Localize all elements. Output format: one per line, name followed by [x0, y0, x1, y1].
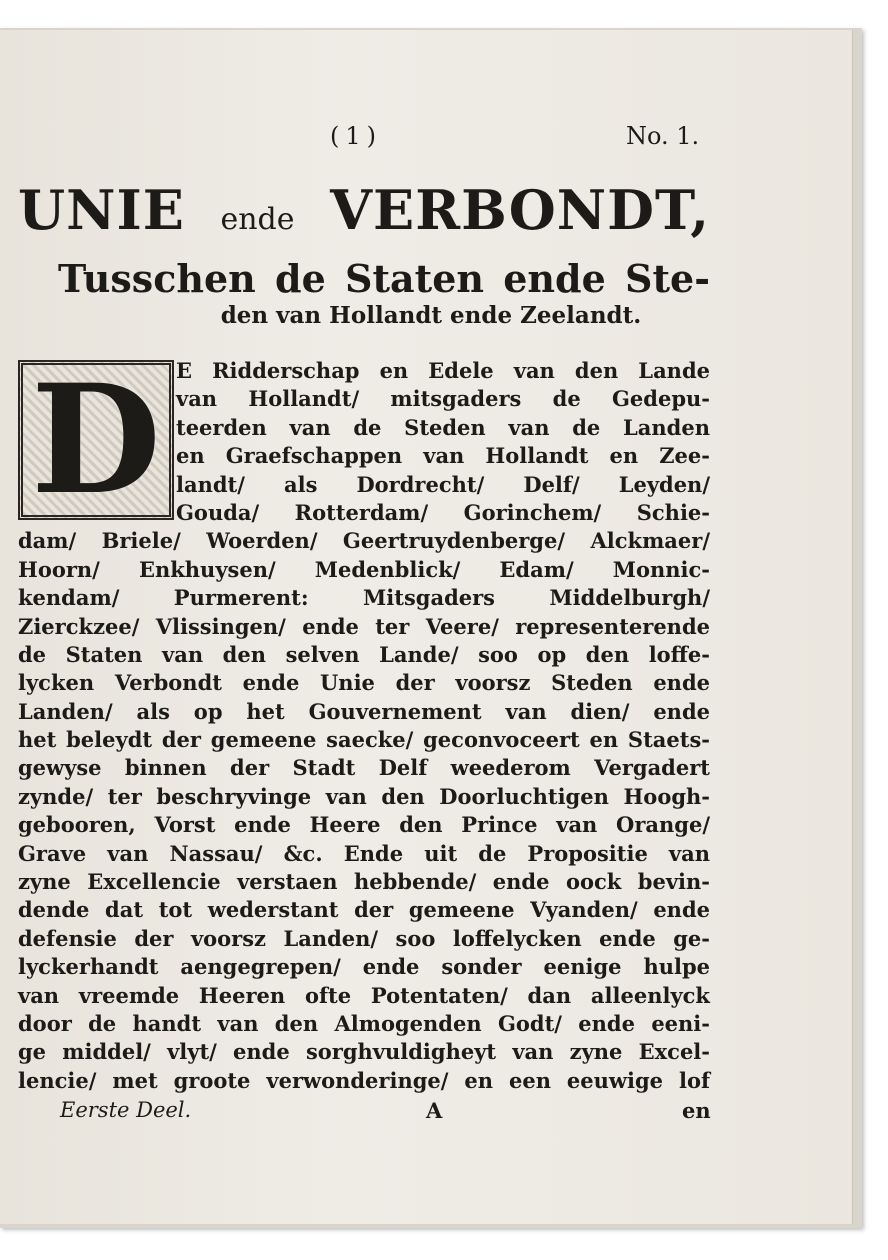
body-line: Hoorn/ Enkhuysen/ Medenblick/ Edam/ Monnic-: [18, 556, 710, 582]
body-line: dam/ Briele/ Woerden/ Geertruydenberge/ Alckmaer/: [18, 528, 710, 554]
body-line: Gouda/ Rotterdam/ Gorinchem/ Schie-: [176, 499, 710, 525]
signature-line: Eerste Deel.: [60, 1098, 192, 1122]
body-line: Zierckzee/ Vlissingen/ ende ter Veere/ representerende: [18, 613, 710, 639]
body-line: van Hollandt/ mitsgaders de Gedepu-: [176, 386, 710, 412]
body-line: het beleydt der gemeene saecke/ geconvoceert en Staets-: [18, 727, 710, 753]
body-line: dende dat tot wederstant der gemeene Vyanden/ ende: [18, 897, 710, 923]
document-number: No. 1.: [626, 122, 700, 150]
body-line: Landen/ als op het Gouvernement van dien/ ende: [18, 698, 710, 724]
body-line: gewyse binnen der Stadt Delf weederom Vergadert: [18, 755, 710, 781]
body-line: door de handt van den Almogenden Godt/ ende eeni-: [18, 1010, 710, 1036]
body-line: lyckerhandt aengegrepen/ ende sonder eenige hulpe: [18, 954, 710, 980]
body-text: [18, 352, 710, 1095]
subtitle-line-2: den van Hollandt ende Zeelandt.: [220, 302, 642, 329]
body-line: teerden van de Steden van de Landen: [176, 414, 710, 440]
page-number: (1): [330, 122, 382, 150]
catchword: en: [682, 1098, 711, 1123]
body-line: de Staten van den selven Lande/ soo op den loffe-: [18, 641, 710, 667]
title-word-unie: UNIE: [18, 178, 185, 242]
body-line: van vreemde Heeren ofte Potentaten/ dan alleenlyck: [18, 982, 710, 1008]
signature-mark: A: [426, 1098, 443, 1123]
body-line: Grave van Nassau/ &c. Ende uit de Propositie van: [18, 840, 710, 866]
body-line: defensie der voorsz Landen/ soo loffelycken ende ge-: [18, 925, 710, 951]
body-line: E Ridderschap en Edele van den Lande: [176, 358, 710, 383]
body-line: zynde/ ter beschryvinge van den Doorluchtigen Hoogh-: [18, 783, 710, 809]
page-title: [18, 178, 710, 242]
body-line: kendam/ Purmerent: Mitsgaders Middelburgh/: [18, 585, 710, 611]
body-line: ge middel/ vlyt/ ende sorghvuldigheyt van zyne Excel-: [18, 1039, 710, 1065]
body-line: gebooren, Vorst ende Heere den Prince van Orange/: [18, 812, 710, 838]
drop-cap-letter: D: [30, 352, 162, 528]
body-line: landt/ als Dordrecht/ Delf/ Leyden/: [176, 471, 710, 497]
title-word-verbondt: VERBONDT,: [330, 178, 710, 242]
body-line: lencie/ met groote verwonderinge/ en een eeuwige lof: [18, 1067, 710, 1093]
body-line: lycken Verbondt ende Unie der voorsz Steden ende: [18, 670, 710, 696]
body-line: zyne Excellencie verstaen hebbende/ ende oock bevin-: [18, 869, 710, 895]
title-word-ende: ende: [220, 202, 295, 237]
body-line: en Graefschappen van Hollandt en Zee-: [176, 443, 710, 469]
document-page: [0, 30, 853, 1224]
subtitle-line-1: Tusschen de Staten ende Ste-: [58, 256, 710, 301]
